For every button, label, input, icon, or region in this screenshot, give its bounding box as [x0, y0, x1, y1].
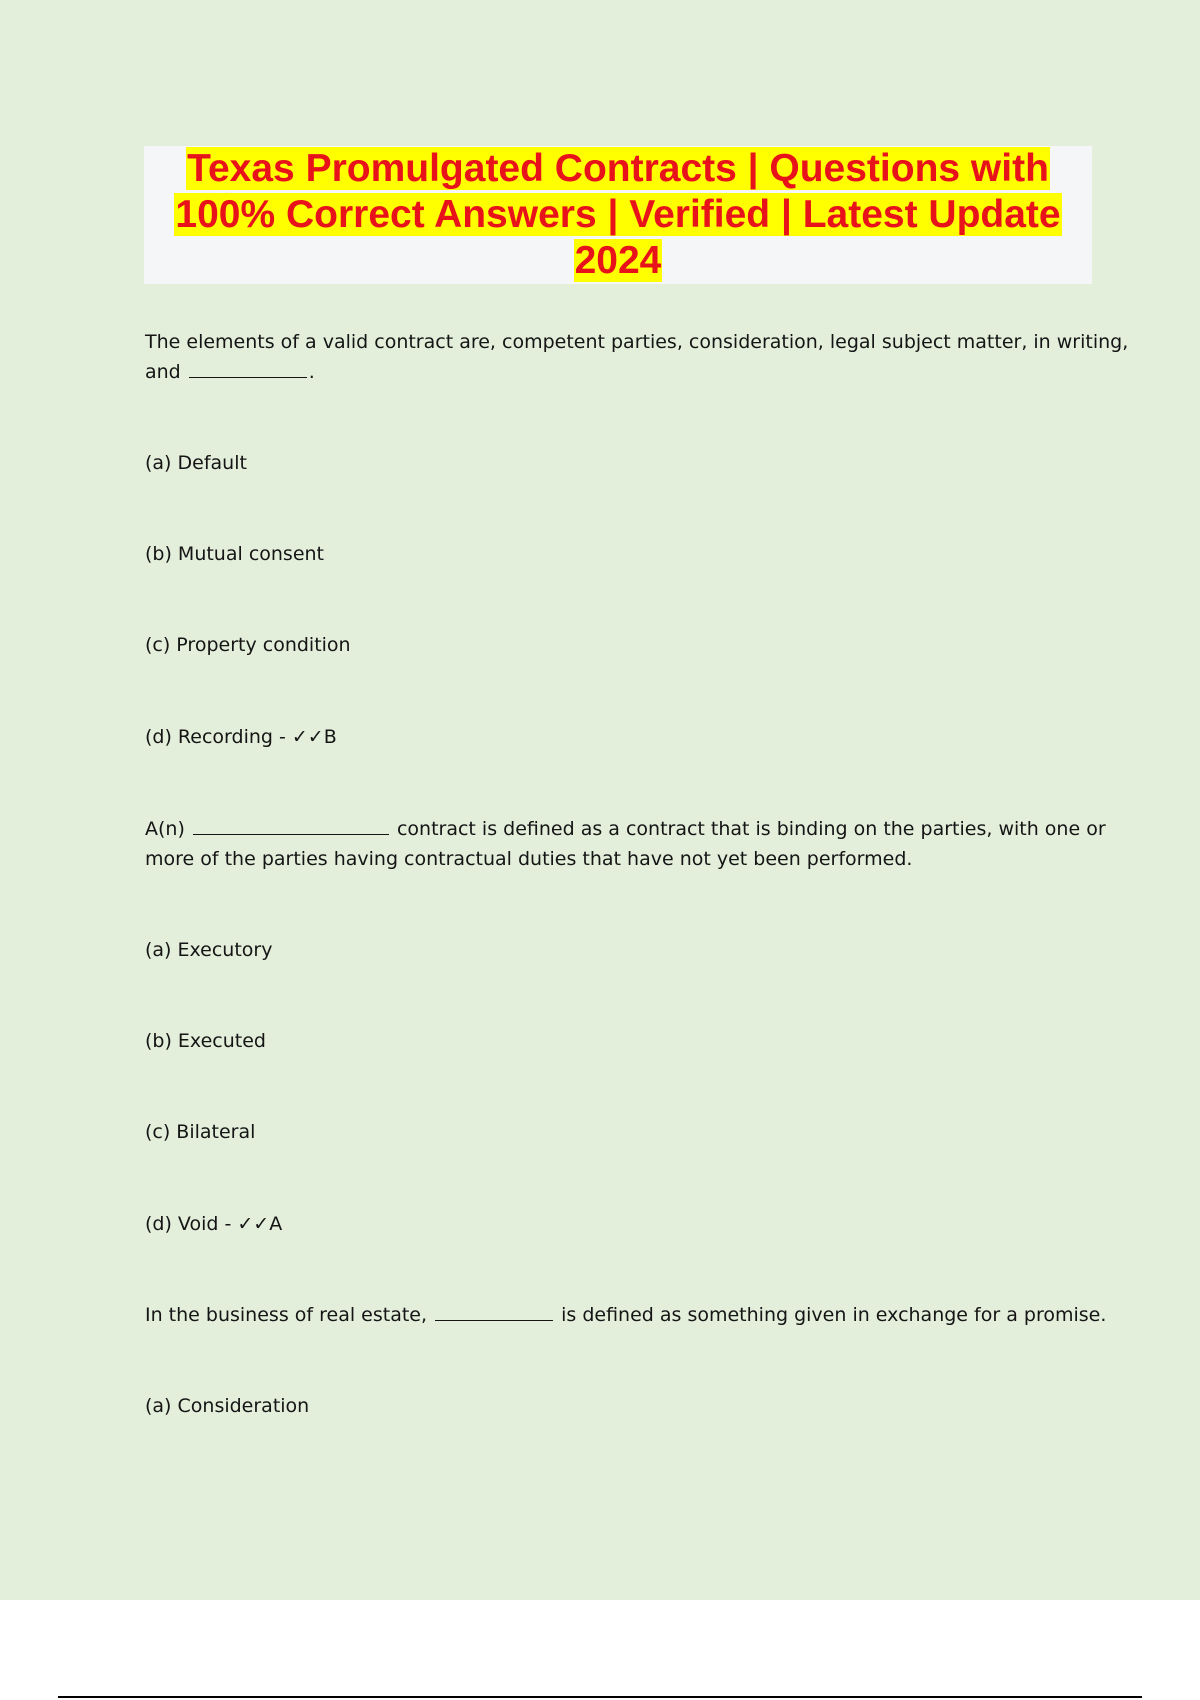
question-1-text-2: and — [145, 361, 181, 383]
title-line-1: Texas Promulgated Contracts | Questions with — [187, 147, 1049, 190]
answer-blank — [189, 359, 307, 378]
document-title — [144, 146, 1092, 284]
answer-blank — [435, 1302, 553, 1321]
question-2-option-a: (a) Executory — [145, 939, 273, 961]
question-2-option-c: (c) Bilateral — [145, 1121, 256, 1143]
question-1-option-a: (a) Default — [145, 452, 247, 474]
answer-blank — [193, 816, 389, 835]
question-2-text-end: contract is defined as a contract that is binding on the parties, with one or — [396, 818, 1106, 840]
question-2-option-d — [145, 1209, 282, 1239]
question-1-line-1 — [145, 327, 1128, 357]
question-1-option-d — [145, 722, 337, 752]
question-1-period: . — [308, 361, 315, 383]
question-1-answer-mark: ✓✓B — [291, 726, 337, 748]
question-2-answer-mark: ✓✓A — [237, 1213, 283, 1235]
question-1-option-c: (c) Property condition — [145, 634, 351, 656]
footer-divider — [58, 1696, 1142, 1698]
question-3-text-end: is defined as something given in exchange for a promise. — [561, 1304, 1107, 1326]
question-2-option-b: (b) Executed — [145, 1030, 266, 1052]
question-1-line-2 — [145, 357, 315, 387]
question-1-text: The elements of a valid contract are, competent parties, consideration, legal subject matter, in writing, — [145, 331, 1129, 353]
title-banner — [144, 146, 1092, 284]
question-2-option-d-label: (d) Void - — [145, 1213, 238, 1235]
question-1-option-d-label: (d) Recording - — [145, 726, 292, 748]
title-line-2: 100% Correct Answers | Verified | Latest Update — [175, 193, 1061, 236]
question-2-text-start: A(n) — [145, 818, 185, 840]
title-line-3: 2024 — [574, 239, 662, 282]
question-2-line-1 — [145, 814, 1106, 844]
question-1-option-b: (b) Mutual consent — [145, 543, 325, 565]
question-3-line-1 — [145, 1300, 1106, 1330]
question-3-text-start: In the business of real estate, — [145, 1304, 428, 1326]
question-2-line-2: more of the parties having contractual duties that have not yet been performed. — [145, 848, 913, 870]
question-3-option-a: (a) Consideration — [145, 1395, 310, 1417]
